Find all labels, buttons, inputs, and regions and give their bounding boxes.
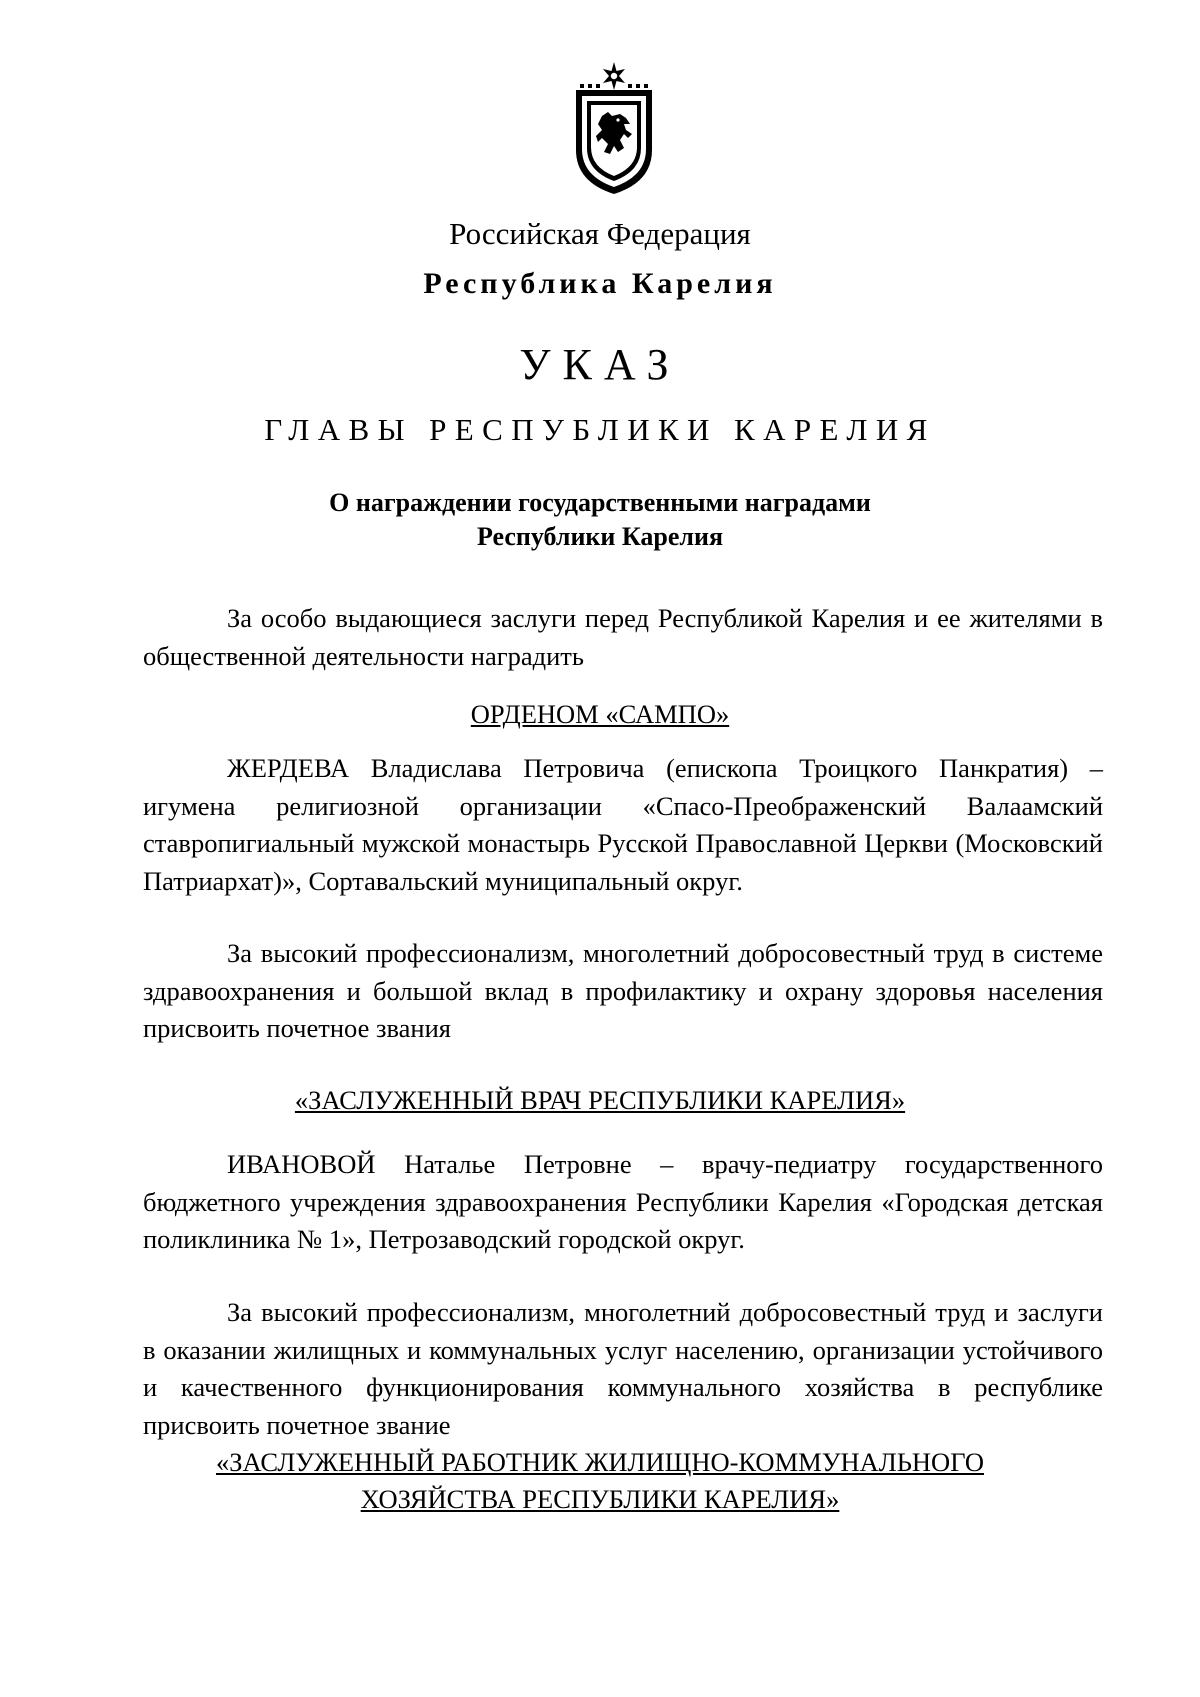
award-title-2: «ЗАСЛУЖЕННЫЙ ВРАЧ РЕСПУБЛИКИ КАРЕЛИЯ» [294,1085,906,1115]
award-title-3-line-1: «ЗАСЛУЖЕННЫЙ РАБОТНИК ЖИЛИЩНО-КОММУНАЛЬНОГО [216,1447,984,1477]
republic-heading: Республика Карелия [423,267,777,300]
issuer-heading: ГЛАВЫ РЕСПУБЛИКИ КАРЕЛИЯ [264,412,936,447]
subject-line-2: Республики Карелия [476,522,724,551]
paragraph-4: ИВАНОВОЙ Наталье Петровне – врачу-педиатру государственного бюджетного учреждения здравоохранения Республики Карелия «Городская детская поликлиника № 1», Петрозаводский городской округ. [143,1149,1103,1254]
document-type: УКАЗ [519,340,681,389]
country-heading: Российская Федерация [449,216,751,251]
award-title-1: ОРДЕНОМ «САМПО» [470,699,730,729]
karelia-coat-of-arms-icon [566,58,662,196]
paragraph-3: За высокий профессионализм, многолетний добросовестный труд в системе здравоохранения и большой вклад в профилактику и охрану здоровья населения присвоить почетное звания [143,938,1103,1043]
award-title-3-line-2: ХОЗЯЙСТВА РЕСПУБЛИКИ КАРЕЛИЯ» [360,1484,840,1514]
paragraph-1: За особо выдающиеся заслуги перед Республикой Карелия и ее жителями в общественной деятельности наградить [143,603,1103,671]
paragraph-5: За высокий профессионализм, многолетний добросовестный труд и заслуги в оказании жилищных и коммунальных услуг населению, организации устойчивого и качественного функционирования коммунального хозяйства в республике присвоить почетное звание [143,1297,1103,1440]
paragraph-2: ЖЕРДЕВА Владислава Петровича (епископа Троицкого Панкратия) – игумена религиозной организации «Спасо-Преображенский Валаамский ставропигиальный мужской монастырь Русской Православной Церкви (Московский Патриархат)», Сортавальский муниципальный округ. [143,753,1103,896]
subject-line-1: О награждении государственными наградами [329,488,871,517]
